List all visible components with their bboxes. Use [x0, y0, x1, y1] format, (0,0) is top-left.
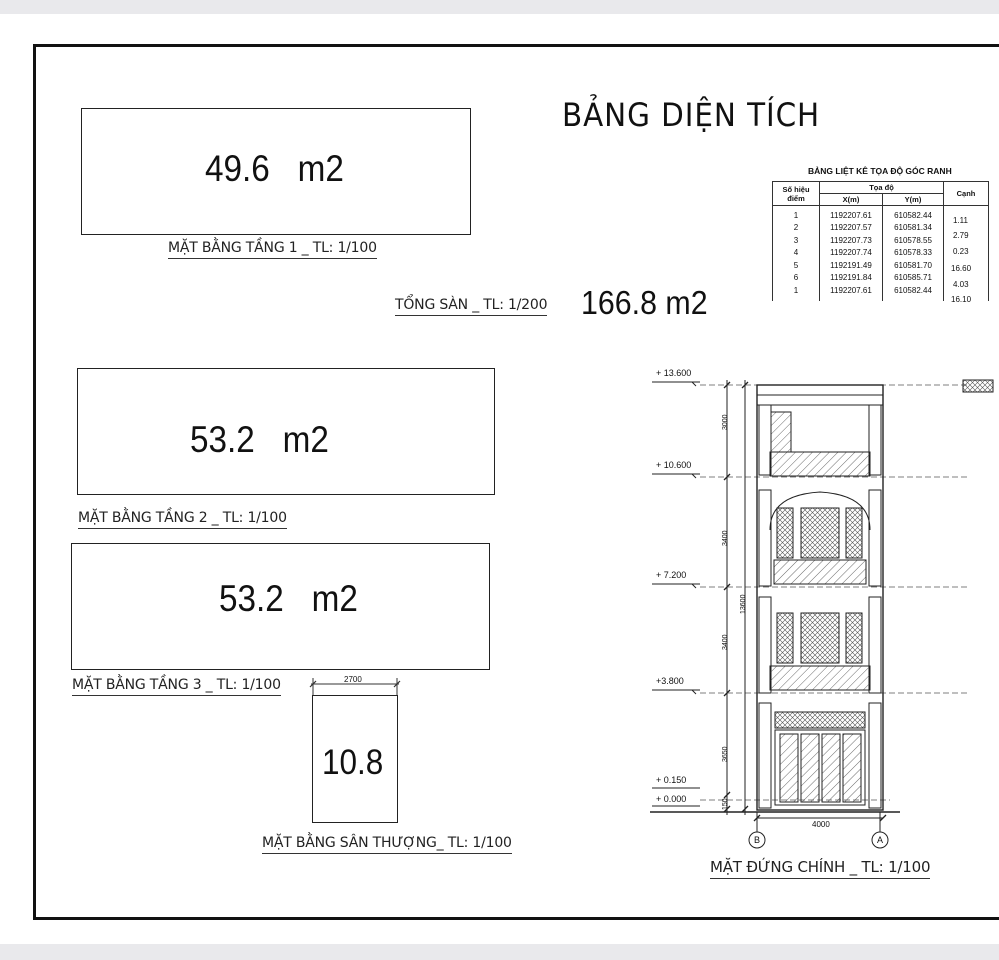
- level-0000: + 0.000: [656, 794, 687, 804]
- coord-x: 1192207.61: [820, 284, 883, 301]
- floor-3-area-value: 53.2: [219, 578, 284, 619]
- level-10600: + 10.600: [656, 460, 692, 470]
- terrace-area-value: 10.8: [322, 743, 384, 782]
- coord-y: 610585.71: [883, 272, 944, 285]
- axis-a-label: A: [877, 835, 884, 845]
- coord-point: 4: [773, 247, 820, 260]
- total-floor-caption: TỔNG SÀN _ TL: 1/200: [395, 297, 547, 316]
- elevation-caption: MẶT ĐỨNG CHÍNH _ TL: 1/100: [710, 858, 930, 879]
- coord-y: 610578.33: [883, 247, 944, 260]
- coord-x: 1192191.49: [820, 259, 883, 272]
- terrace-caption: MẶT BẰNG SÂN THƯỢNG_ TL: 1/100: [262, 835, 512, 854]
- floor-1-caption: MẶT BẰNG TẦNG 1 _ TL: 1/100: [168, 240, 377, 259]
- coord-x: 1192191.84: [820, 272, 883, 285]
- coord-header-coords: Tọa độ: [820, 182, 944, 194]
- floor-1-area: [205, 148, 344, 190]
- dim-3650: 3650: [722, 746, 729, 762]
- coord-header-y: Y(m): [883, 194, 944, 206]
- axis-b-label: B: [754, 835, 761, 845]
- coord-table: [772, 181, 989, 304]
- level-3800: +3.800: [656, 676, 684, 686]
- floor-2-area-unit: m2: [282, 419, 329, 460]
- total-floor-area: 166.8 m2: [581, 284, 708, 321]
- coord-y: 610581.70: [883, 259, 944, 272]
- edge-value: 0.23: [953, 247, 969, 256]
- level-13600: + 13.600: [656, 368, 692, 378]
- coord-x: 1192207.73: [820, 234, 883, 247]
- coord-y: 610581.34: [883, 222, 944, 235]
- coord-x: 1192207.57: [820, 222, 883, 235]
- floor-2-caption: MẶT BẰNG TẦNG 2 _ TL: 1/100: [78, 510, 287, 529]
- dim-3400-b: 3400: [722, 634, 729, 650]
- dim-width: 4000: [812, 820, 830, 829]
- edge-value: 4.03: [953, 280, 969, 289]
- coord-header-point: Số hiệu điểm: [773, 182, 820, 206]
- coord-point: 1: [773, 284, 820, 301]
- coord-point: 2: [773, 222, 820, 235]
- coord-y: 610582.44: [883, 206, 944, 222]
- table-row: [773, 206, 989, 222]
- floor-3-area: [219, 578, 358, 620]
- edge-value: 1.11: [953, 216, 968, 225]
- terrace-width-label: 2700: [344, 675, 362, 684]
- sheet-title: BẢNG DIỆN TÍCH: [562, 96, 821, 134]
- floor-1-area-unit: m2: [297, 148, 344, 189]
- dim-150: 150: [722, 798, 729, 810]
- dim-3000: 3000: [722, 414, 729, 430]
- floor-3-caption: MẶT BẰNG TẦNG 3 _ TL: 1/100: [72, 677, 281, 696]
- floor-1-area-value: 49.6: [205, 148, 270, 189]
- coord-table-title: BẢNG LIỆT KÊ TỌA ĐỘ GÓC RANH: [808, 166, 952, 176]
- edge-value: 16.10: [951, 295, 972, 304]
- coord-point: 1: [773, 206, 820, 222]
- coord-x: 1192207.74: [820, 247, 883, 260]
- coord-x: 1192207.61: [820, 206, 883, 222]
- coord-header-edge: Cạnh: [944, 182, 989, 206]
- coord-y: 610578.55: [883, 234, 944, 247]
- dim-total-height: 13600: [740, 594, 747, 614]
- coord-point: 3: [773, 234, 820, 247]
- front-elevation-drawing: [640, 360, 999, 860]
- floor-2-area: [190, 419, 329, 461]
- coord-header-x: X(m): [820, 194, 883, 206]
- coord-point: 6: [773, 272, 820, 285]
- coord-y: 610582.44: [883, 284, 944, 301]
- floor-2-area-value: 53.2: [190, 419, 255, 460]
- coord-point: 5: [773, 259, 820, 272]
- edge-value: 16.60: [951, 264, 972, 273]
- edge-value: 2.79: [953, 231, 969, 240]
- floor-3-area-unit: m2: [311, 578, 358, 619]
- level-0150: + 0.150: [656, 775, 687, 785]
- level-7200: + 7.200: [656, 570, 687, 580]
- edge-column: [944, 206, 989, 304]
- dim-3400-a: 3400: [722, 530, 729, 546]
